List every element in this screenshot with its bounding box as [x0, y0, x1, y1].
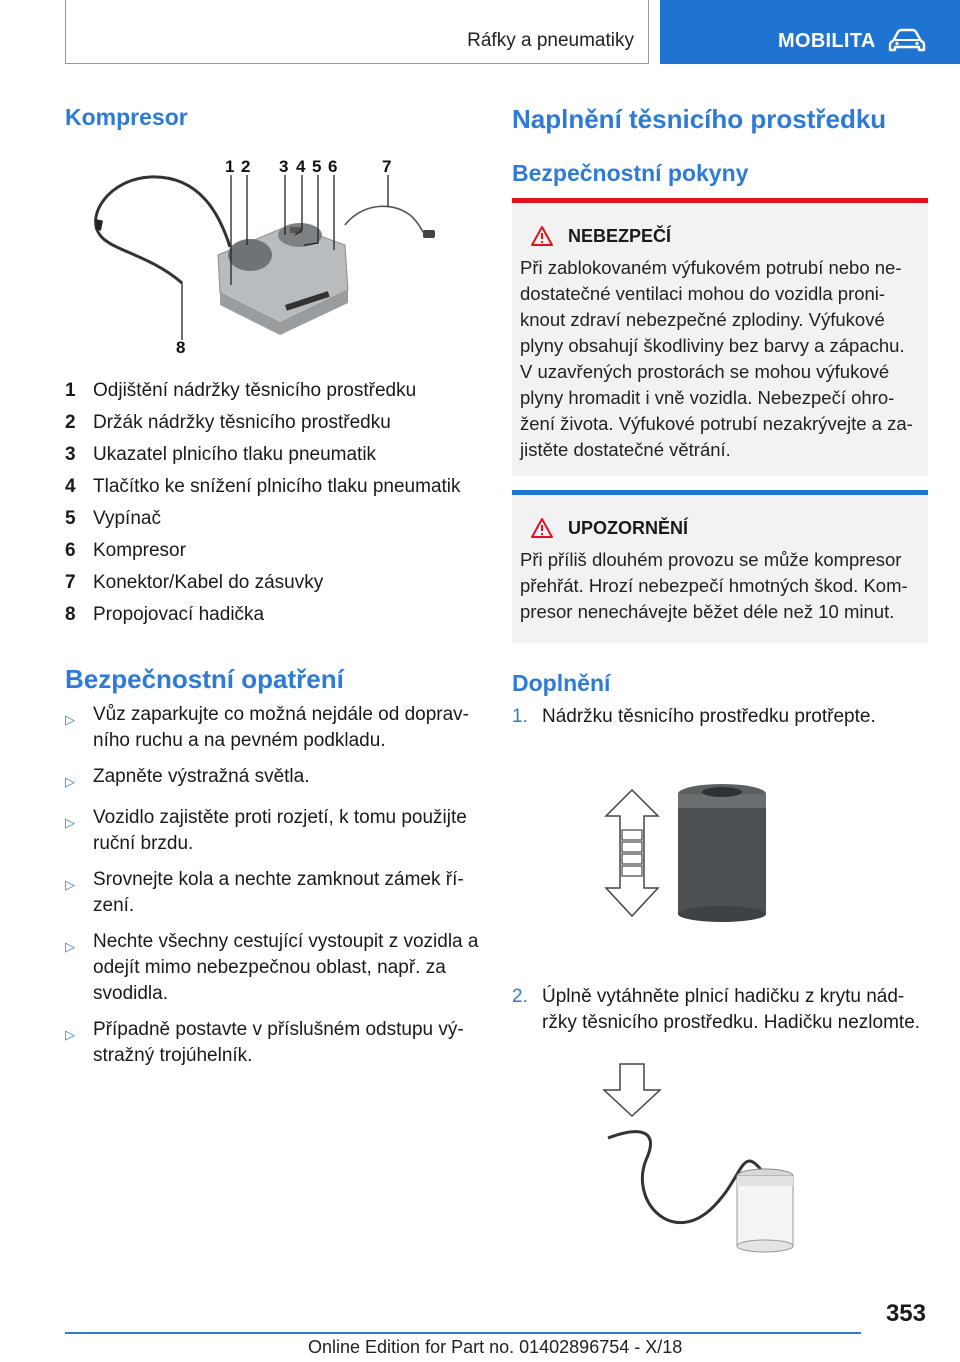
section-tab-label: MOBILITA	[778, 30, 876, 52]
callout-8: 8	[176, 338, 186, 357]
list-item: ▷ Případně postavte v příslušném odstupu vý-stražný trojúhelník.	[65, 1017, 485, 1069]
callout-6: 6	[328, 157, 338, 176]
caution-title: UPOZORNĚNÍ	[568, 517, 689, 538]
chapter-title: Ráfky a pneumatiky	[467, 30, 634, 51]
bullet-triangle-icon: ▷	[65, 939, 75, 954]
list-item: 1 Odjištění nádržky těsnicího prostředku	[65, 380, 417, 401]
list-item: 2 Držák nádržky těsnicího prostředku	[65, 412, 391, 433]
bullet-triangle-icon: ▷	[65, 815, 75, 830]
warning-triangle-icon	[530, 517, 554, 539]
safety-list	[65, 702, 485, 1079]
bullet-triangle-icon: ▷	[65, 1027, 75, 1042]
list-item: 5 Vypínač	[65, 508, 161, 529]
safety-heading: Bezpečnostní opatření	[65, 664, 344, 694]
callout-2: 2	[241, 157, 251, 176]
page-number: 353	[885, 1300, 926, 1327]
danger-text: Při zablokovaném výfukovém potrubí nebo ne-dostatečné ventilaci mohou do vozidla proni-knout zdraví nebezpečné zplodiny. Výfukové plyny obsahují škodliviny bez barvy a zápachu. V uzavřených prostorách se mohou výfukové plyny hromadit i vně vozidla. Nebezpečí ohro-žení života. Výfukové potrubí nezakrývejte a za-jistěte dostatečné větrání.	[520, 257, 913, 460]
caution-box	[512, 490, 928, 643]
warning-triangle-icon	[530, 225, 554, 247]
compressor-figure	[90, 155, 450, 360]
callout-7: 7	[382, 157, 392, 176]
callout-5: 5	[312, 157, 322, 176]
list-item: 3 Ukazatel plnicího tlaku pneumatik	[65, 444, 377, 465]
step-list-1	[512, 704, 932, 730]
list-item: ▷ Vůz zaparkujte co možná nejdále od doprav-ního ruchu a na pevném podkladu.	[65, 702, 485, 754]
list-item: ▷ Srovnejte kola a nechte zamknout zámek ří-zení.	[65, 867, 485, 919]
list-item: ▷ Nechte všechny cestující vystoupit z vozidla a odejít mimo nebezpečnou oblast, např. za svodidla.	[65, 929, 485, 1007]
callout-3: 3	[279, 157, 289, 176]
list-item: 1. Nádržku těsnicího prostředku protřepte.	[512, 706, 876, 727]
callout-1: 1	[225, 157, 235, 176]
header-title-box	[65, 0, 649, 64]
hose-bottle-figure	[600, 1060, 800, 1260]
bullet-triangle-icon: ▷	[65, 774, 75, 789]
list-item: 8 Propojovací hadička	[65, 604, 265, 625]
safety-notes-heading: Bezpečnostní pokyny	[512, 160, 749, 186]
section-tab[interactable]	[660, 0, 960, 64]
car-icon	[888, 28, 926, 54]
shake-bottle-figure	[600, 778, 790, 928]
callout-4: 4	[296, 157, 306, 176]
caution-text: Při příliš dlouhém provozu se může kompresor přehřát. Hrozí nebezpečí hmotných škod. Kom-presor nenechávejte běžet déle než 10 minut.	[520, 549, 908, 622]
danger-title: NEBEZPEČÍ	[568, 225, 672, 246]
list-item: 6 Kompresor	[65, 540, 186, 561]
list-item: ▷ Zapněte výstražná světla.	[65, 764, 485, 795]
bullet-triangle-icon: ▷	[65, 712, 75, 727]
parts-list	[65, 378, 485, 634]
refill-heading: Doplnění	[512, 670, 611, 696]
footer-edition: Online Edition for Part no. 01402896754 - X/18	[308, 1337, 683, 1357]
fill-heading: Naplnění těsnicího prostředku	[512, 104, 887, 134]
danger-box	[512, 198, 928, 476]
step-list-2	[512, 984, 932, 1036]
bullet-triangle-icon: ▷	[65, 877, 75, 892]
compressor-heading: Kompresor	[65, 104, 188, 130]
list-item: ▷ Vozidlo zajistěte proti rozjetí, k tomu použijte ruční brzdu.	[65, 805, 485, 857]
list-item: 4 Tlačítko ke snížení plnicího tlaku pneumatik	[65, 476, 461, 497]
footer-divider	[65, 1332, 861, 1334]
list-item: 2. Úplně vytáhněte plnicí hadičku z krytu nád-ržky těsnicího prostředku. Hadičku nezlomte.	[512, 986, 921, 1033]
list-item: 7 Konektor/Kabel do zásuvky	[65, 572, 324, 593]
